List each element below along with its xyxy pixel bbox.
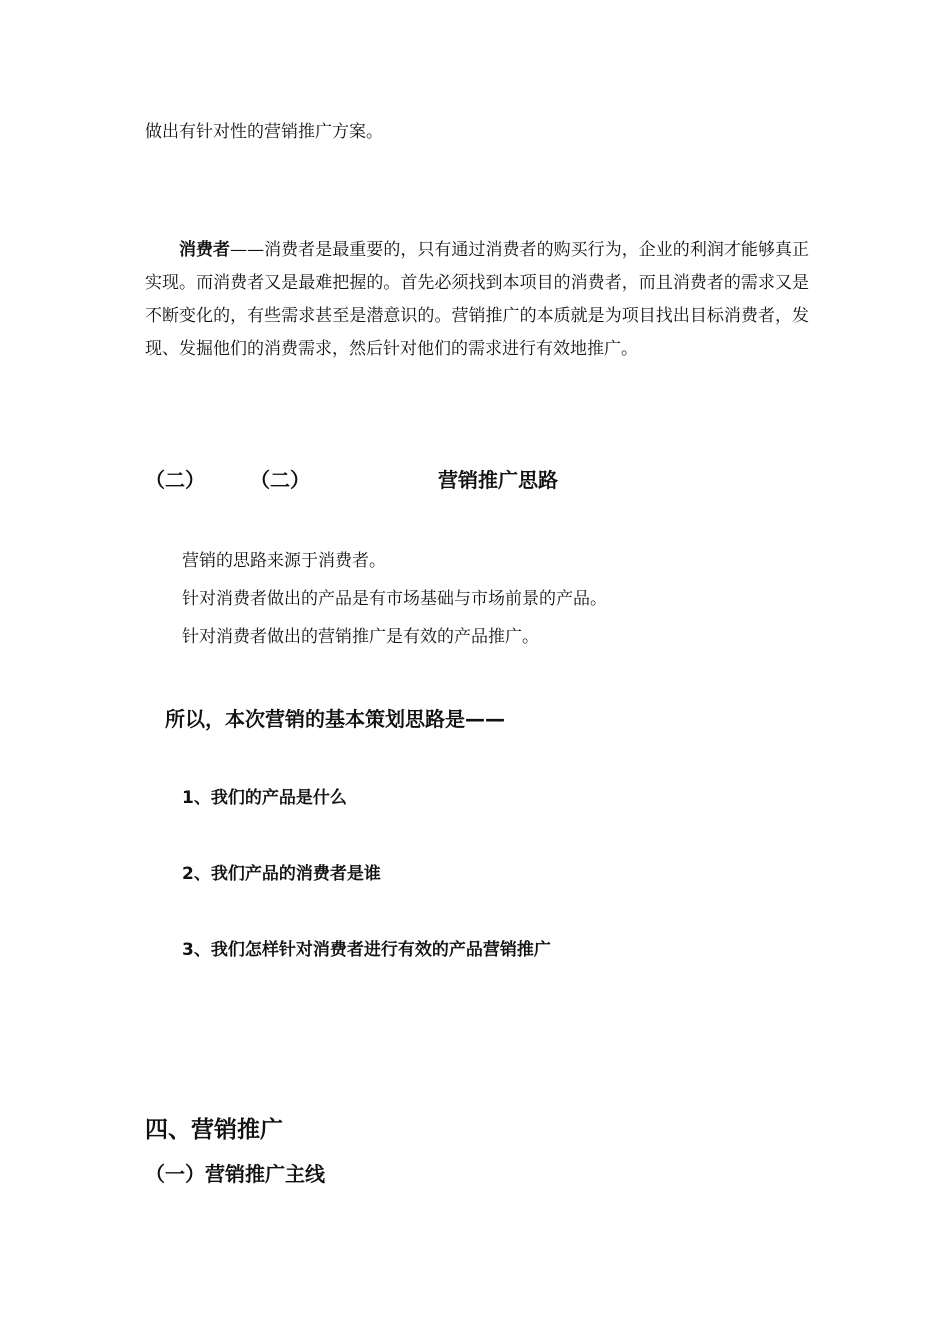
section-two-title: 营销推广思路 (438, 468, 558, 492)
consumer-text: ——消费者是最重要的，只有通过消费者的购买行为，企业的利润才能够真正实现。而消费者又是最难把握的。首先必须找到本项目的消费者，而且消费者的需求又是不断变化的，有些需求甚至是潜意识的。营销推广的本质就是为项目找出目标消费者，发现、发掘他们的消费需求，然后针对他们的需求进行有效地推广。 (145, 240, 810, 359)
intro-tail-line: 做出有针对性的营销推广方案。 (145, 122, 383, 142)
section-two-number-b: （二） (250, 468, 310, 492)
principle-2: 针对消费者做出的产品是有市场基础与市场前景的产品。 (182, 589, 607, 609)
section-two-number-a: （二） (145, 468, 205, 492)
step-2: 2、我们产品的消费者是谁 (182, 864, 381, 884)
section-four-title: 四、营销推广 (145, 1117, 283, 1143)
consumer-paragraph (145, 234, 809, 366)
section-four-subtitle: （一）营销推广主线 (145, 1162, 325, 1186)
step-1: 1、我们的产品是什么 (182, 788, 347, 808)
consumer-term: 消费者 (179, 240, 231, 260)
principle-3: 针对消费者做出的营销推广是有效的产品推广。 (182, 627, 539, 647)
conclusion-lead: 所以，本次营销的基本策划思路是—— (165, 707, 505, 731)
step-3: 3、我们怎样针对消费者进行有效的产品营销推广 (182, 940, 551, 960)
principle-1: 营销的思路来源于消费者。 (182, 551, 386, 571)
